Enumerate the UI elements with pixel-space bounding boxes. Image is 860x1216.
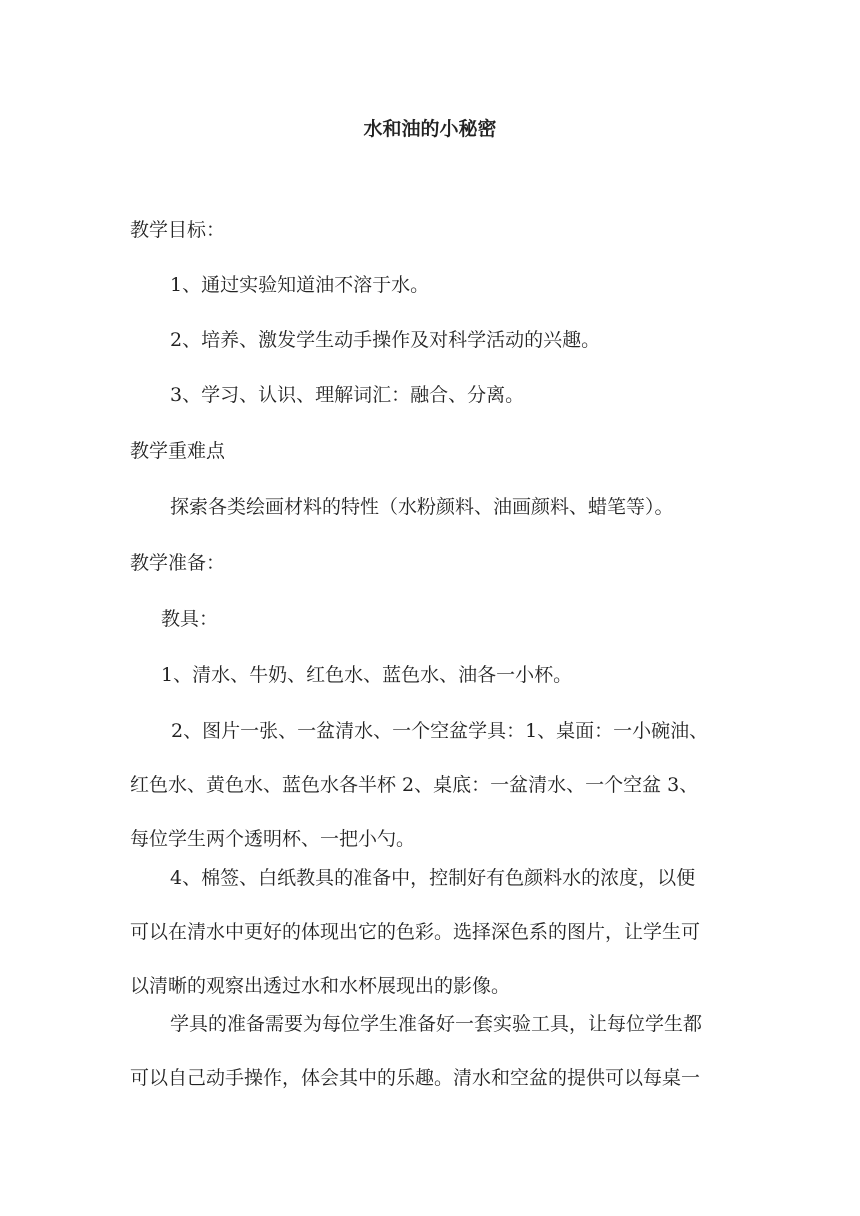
paragraph-line: 以清晰的观察出透过水和水杯展现出的影像。	[130, 975, 511, 997]
student-tools-paragraph	[130, 997, 730, 1105]
tools-item-4-paragraph	[130, 851, 730, 1013]
paragraph-line: 4、棉签、白纸教具的准备中，控制好有色颜料水的浓度，以便	[170, 867, 696, 889]
goals-heading: 教学目标：	[130, 219, 226, 241]
paragraph-line: 每位学生两个透明杯、一把小勺。	[130, 828, 416, 850]
paragraph-line: 2、图片一张、一盆清水、一个空盆学具：1、桌面：一小碗油、	[171, 720, 709, 742]
difficulty-heading: 教学重难点	[130, 440, 226, 462]
paragraph-line: 红色水、黄色水、蓝色水各半杯 2、桌底：一盆清水、一个空盆 3、	[130, 774, 699, 796]
paragraph-line: 学具的准备需要为每位学生准备好一套实验工具，让每位学生都	[170, 1013, 703, 1035]
paragraph-line: 可以自己动手操作，体会其中的乐趣。清水和空盆的提供可以每桌一	[130, 1067, 701, 1089]
prep-heading: 教学准备：	[130, 552, 226, 574]
goal-item-3: 3、学习、认识、理解词汇：融合、分离。	[170, 384, 525, 406]
tools-item-1: 1、清水、牛奶、红色水、蓝色水、油各一小杯。	[161, 664, 573, 686]
goal-item-1: 1、通过实验知道油不溶于水。	[170, 274, 430, 296]
tools-item-2-paragraph	[130, 704, 730, 866]
tools-heading: 教具：	[161, 608, 219, 630]
goal-item-2: 2、培养、激发学生动手操作及对科学活动的兴趣。	[170, 329, 601, 351]
document-title: 水和油的小秘密	[363, 118, 497, 140]
paragraph-line: 可以在清水中更好的体现出它的色彩。选择深色系的图片，让学生可	[130, 921, 701, 943]
difficulty-text: 探索各类绘画材料的特性（水粉颜料、油画颜料、蜡笔等）。	[170, 496, 674, 518]
